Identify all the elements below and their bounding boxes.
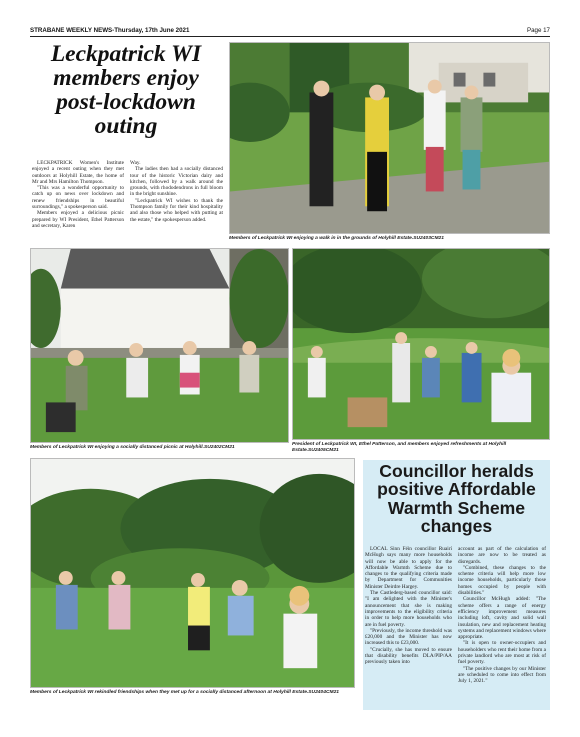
caption-photo-refreshments: President of Leckpatrick WI, Ethel Patterson, and members enjoyed refreshments at Holyhill Estate.SU2405CM21	[292, 442, 507, 453]
photo-walk-in-grounds	[229, 42, 550, 234]
paragraph: "Combined, these changes to the scheme criteria will help more low income households, particularly those homes occupied by people with disabilities."	[458, 564, 546, 597]
paragraph: "This was a wonderful opportunity to catch up on news over lockdown and renew friendships in beautiful surroundings," a spokesperson said.	[32, 185, 124, 211]
paragraph: LECKPATRICK Women's Institute enjoyed a recent outing when they met outdoors at Holyhill Estate, the home of Mr and Mrs Hamilton Thompson.	[32, 160, 124, 185]
story-headline-warmth: Councillor heralds positive Affordable Warmth Scheme changes	[377, 461, 536, 537]
caption-photo-picnic: Members of Leckpatrick WI enjoying a socially distanced picnic at Holyhill.SU2402CM21	[30, 445, 235, 450]
paragraph: The Castlederg-based councillor said: "I am delighted with the Minister's announcement that she is making improvements to the eligibility criteria in order to help more households who are in fuel poverty.	[365, 590, 452, 628]
paragraph: "Leckpatrick WI wishes to thank the Thompson family for their kind hospitality and also those who helped with putting at the estate," the spokesperson added.	[130, 197, 223, 223]
paragraph: Members enjoyed a delicious picnic prepared by WI President, Ethel Patterson and secretary, Karen	[32, 210, 124, 229]
paragraph: "It is open to owner-occupiers and householders who rent their home from a private landlord who are most at risk of fuel poverty.	[458, 640, 546, 666]
paragraph: The ladies then had a socially distanced tour of the historic Victorian dairy and kitchen, followed by a walk around the grounds, with rhododendrons in full bloom in the bright sunshine.	[130, 166, 223, 198]
paragraph: account as part of the calculation of income are now to be treated as disregards.	[458, 546, 546, 565]
paragraph: "The positive changes by our Minister are scheduled to come into effect from July 1, 2021."	[458, 665, 546, 685]
paragraph: LOCAL Sinn Féin councillor Ruairí McHugh says many more households will now be able to apply for the Affordable Warmth Scheme due to changes to the qualifying criteria made by Department for Communities Minister Deirdre Hargey.	[365, 546, 452, 590]
paragraph: "Crucially, she has moved to ensure that disability benefits DLA/PIP/AA previously taken into	[365, 646, 452, 666]
paragraph: Way.	[130, 160, 141, 166]
paper-title: STRABANE WEEKLY NEWS-Thursday, 17th June 2021	[30, 27, 190, 34]
story-wi-column-1	[32, 160, 124, 229]
photo-picnic	[30, 248, 289, 443]
story-headline-wi: Leckpatrick WI members enjoy post-lockdown outing	[50, 41, 202, 139]
caption-photo-walk: Members of Leckpatrick WI enjoying a walk in in the grounds of Holyhill Estate.SU2403CM21	[229, 236, 444, 241]
story-wi-column-2	[130, 160, 223, 223]
page-masthead	[30, 26, 550, 36]
paragraph: "Previously, the income threshold was £20,000 and the Minister has now increased this to £23,000.	[365, 627, 452, 647]
story-warmth-column-1	[365, 546, 452, 666]
story-warmth-column-2	[458, 546, 546, 685]
paragraph: Councillor McHugh added: "The scheme offers a range of energy efficiency improvement measures including loft, cavity and solid wall insulation, new and replacement heating systems and replacement windows where appropriate.	[458, 596, 546, 641]
photo-rekindled-friendships	[30, 458, 355, 688]
photo-refreshments	[292, 248, 550, 440]
page-number: Page 17	[526, 27, 550, 34]
caption-photo-rekindled: Members of Leckpatrick WI rekindled friendships when they met up for a socially distanced afternoon at Holyhill Estate.SU2404CM21	[30, 690, 340, 695]
masthead-rule	[30, 36, 550, 37]
